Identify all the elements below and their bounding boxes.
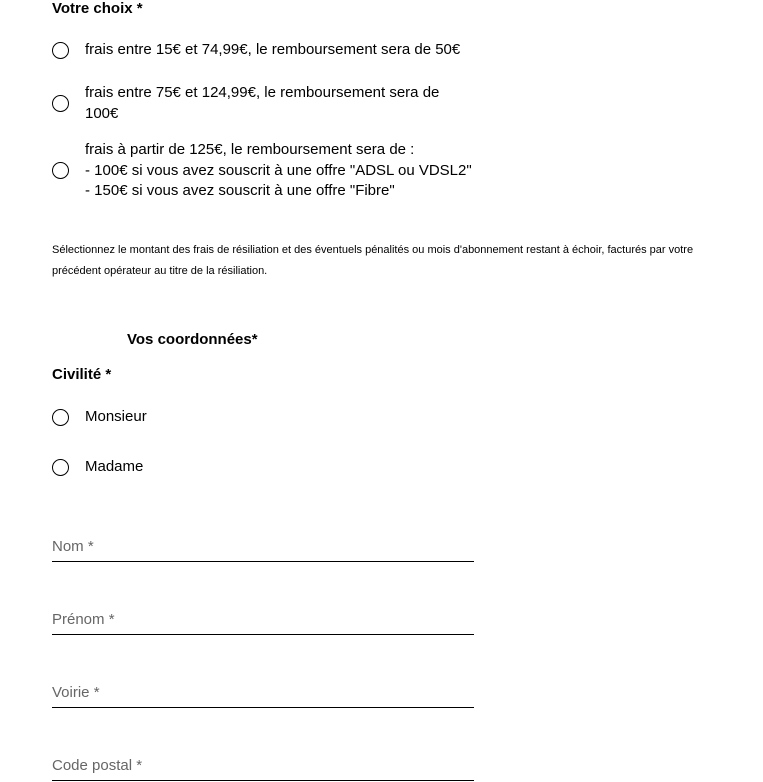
- code-postal-input[interactable]: [52, 750, 474, 780]
- contact-heading: Vos coordonnées*: [127, 331, 258, 348]
- radio-icon[interactable]: [52, 409, 69, 426]
- civility-option-label: Monsieur: [85, 408, 147, 425]
- choice-option-2[interactable]: [52, 83, 439, 124]
- radio-icon[interactable]: [52, 95, 69, 112]
- choice-option-label: frais entre 75€ et 124,99€, le remboursement sera de 100€: [85, 84, 440, 122]
- choice-label: Votre choix *: [52, 0, 143, 17]
- prenom-input[interactable]: [52, 604, 474, 634]
- civility-label: Civilité *: [52, 366, 112, 383]
- choice-option-label: frais à partir de 125€, le remboursement sera de : - 100€ si vous avez souscrit à une offre "ADSL ou VDSL2" - 150€ si vous avez souscrit à une offre "Fibre": [85, 141, 472, 199]
- prenom-field-wrapper: [52, 604, 474, 635]
- nom-input[interactable]: [52, 531, 474, 561]
- radio-icon[interactable]: [52, 42, 69, 59]
- choice-option-3[interactable]: [52, 140, 472, 202]
- nom-field-wrapper: [52, 531, 474, 562]
- voirie-field-wrapper: [52, 677, 474, 708]
- voirie-input[interactable]: [52, 677, 474, 707]
- code-postal-field-wrapper: [52, 750, 474, 781]
- radio-icon[interactable]: [52, 459, 69, 476]
- choice-option-1[interactable]: [52, 40, 460, 61]
- civility-option-madame[interactable]: [52, 457, 143, 478]
- civility-option-monsieur[interactable]: [52, 407, 147, 428]
- radio-icon[interactable]: [52, 162, 69, 179]
- civility-option-label: Madame: [85, 458, 144, 475]
- choice-help-text: Sélectionnez le montant des frais de résiliation et des éventuels pénalités ou mois d'abonnement restant à échoir, facturés par votre précédent opérateur au titre de la résiliation.: [52, 244, 694, 277]
- choice-option-label: frais entre 15€ et 74,99€, le remboursement sera de 50€: [85, 41, 461, 58]
